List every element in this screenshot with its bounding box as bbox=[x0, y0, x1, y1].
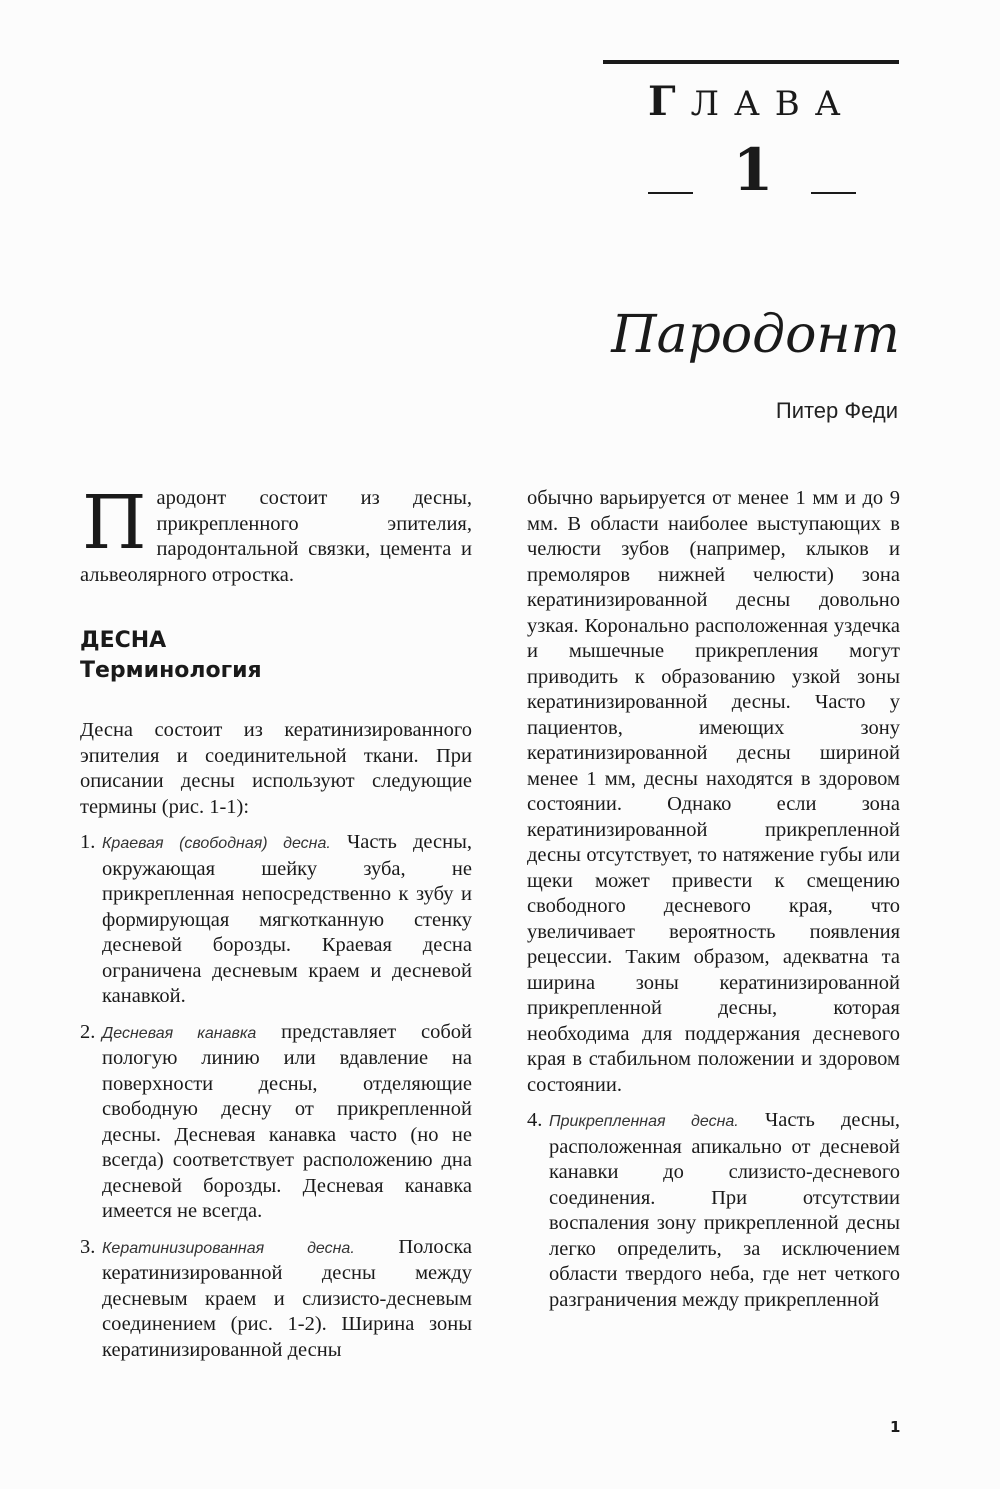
right-column bbox=[527, 486, 900, 1323]
intro-paragraph bbox=[80, 480, 472, 588]
chapter-title: Пародонт bbox=[611, 305, 900, 365]
term-text: Полоска кератинизированной десны между десневым краем и слизисто-десневым соединением (рис. 1-2). Ширина зоны кератинизированной десны bbox=[102, 1235, 473, 1361]
list-item-number: 3. bbox=[80, 1235, 96, 1258]
chapter-number: 1 bbox=[732, 136, 774, 204]
list-item bbox=[80, 1235, 472, 1364]
continued-paragraph: обычно варьируется от менее 1 мм и до 9 мм. В области наиболее выступающих в челюсти зубов (например, клыков и премоляров нижней челюсти) зона кератинизированной десны довольно узкая. Коронально расположенная уздечка и мышечные прикрепления могут приводить к образованию узкой зоны кератинизированной десны. Часто у пациентов, имеющих зону кератинизированной десны шириной менее 1 мм, десны находятся в здоровом состоянии. Однако если зона кератинизированной прикрепленной десны отсутствует, то натяжение губы или щеки может привести к смещению свободного десневого края, что увеличивает вероятность появления рецессии. Таким образом, адекватна та ширина зоны кератинизированной прикрепленной десны, которая необходима для поддержания десневого края в стабильном положении и здоровом состоянии. bbox=[527, 487, 900, 1096]
chapter-dash-right bbox=[811, 192, 856, 194]
intro-text: ародонт состоит из десны, прикрепленного эпителия, пародонтальной связки, цемента и альвеолярного отростка. bbox=[80, 487, 472, 586]
term-text: представляет собой пологую линию или вдавление на поверхности десны, отделяющие свободную десну от прикрепленной десны. Десневая канавка часто (но не всегда) соответствует расположению дна десневой борозды. Десневая канавка имеется не всегда. bbox=[102, 1020, 473, 1222]
list-item-number: 4. bbox=[527, 1109, 543, 1131]
section-heading: ДЕСНА bbox=[80, 628, 167, 653]
list-item bbox=[527, 1108, 900, 1313]
term-list-continued bbox=[527, 1108, 900, 1313]
list-item-number: 2. bbox=[80, 1020, 96, 1043]
chapter-label-initial: Г bbox=[648, 78, 691, 125]
term-text: Часть десны, окружающая шейку зуба, не прикрепленная непосредственно к зубу и формирующая мягкотканную стенку десневой борозды. Краевая десна ограничена десневым краем и десневой канавкой. bbox=[102, 831, 472, 1007]
list-item bbox=[80, 830, 472, 1010]
term-name: Десневая канавка bbox=[102, 1024, 257, 1042]
chapter-number-block bbox=[648, 136, 856, 204]
term-text: Часть десны, расположенная апикально от десневой канавки до слизисто-десневого соединения. При отсутствии воспаления зону прикрепленной десны легко определить, за исключением области твердого неба, где нет четкого разграничения между прикрепленной bbox=[549, 1109, 900, 1311]
page-number: 1 bbox=[890, 1418, 901, 1436]
list-item-number: 1. bbox=[80, 831, 96, 853]
term-name: Прикрепленная десна. bbox=[549, 1113, 739, 1130]
term-name: Краевая (свободная) десна. bbox=[102, 835, 331, 852]
chapter-author: Питер Феди bbox=[775, 398, 898, 423]
term-name: Кератинизированная десна. bbox=[102, 1239, 355, 1257]
chapter-label bbox=[648, 78, 855, 125]
chapter-rule bbox=[603, 60, 899, 64]
left-column bbox=[80, 480, 473, 1373]
list-item bbox=[80, 1020, 472, 1225]
chapter-dash-left bbox=[648, 192, 693, 194]
term-list bbox=[80, 830, 472, 1363]
section-paragraph: Десна состоит из кератинизированного эпителия и соединительной ткани. При описании десны используют следующие термины (рис. 1-1): bbox=[80, 719, 472, 818]
chapter-label-rest: ЛАВА bbox=[690, 84, 856, 124]
subsection-heading: Терминология bbox=[80, 658, 262, 683]
drop-cap: П bbox=[82, 480, 147, 566]
